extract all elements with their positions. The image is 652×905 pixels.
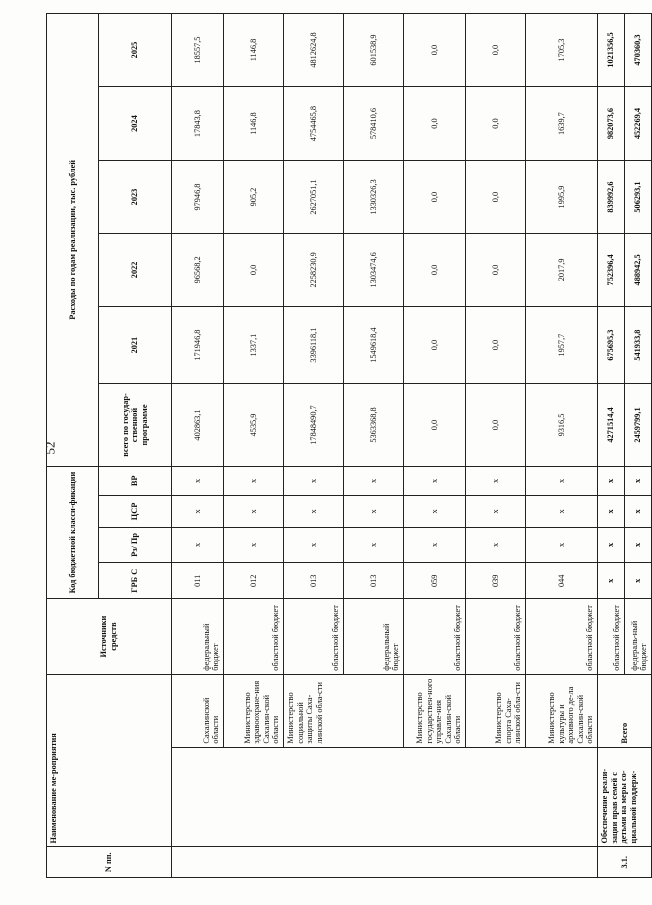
total-cell: 0,0 (404, 384, 466, 466)
total-cell: 402863,1 (172, 384, 224, 466)
header-budget-code: Код бюджетной класси-фикации (47, 466, 99, 599)
source-cell: областной бюджет (526, 599, 598, 674)
year-2022-cell: 2017,9 (526, 233, 598, 306)
year-2022-cell: 2258230,9 (284, 233, 344, 306)
rotated-table-wrapper (46, 13, 649, 878)
year-2024-cell: 17843,8 (172, 87, 224, 161)
year-2025-cell: 0,0 (466, 14, 526, 87)
vr-cell: x (625, 466, 652, 495)
source-cell: федеральный бюджет (344, 599, 404, 674)
vr-cell: x (172, 466, 224, 495)
rz-cell: x (224, 527, 284, 562)
org-cell: Сахалинской области (172, 674, 224, 747)
total-cell: 4535,9 (224, 384, 284, 466)
csr-cell: x (526, 496, 598, 528)
vr-cell: x (526, 466, 598, 495)
rz-cell: x (466, 527, 526, 562)
year-2022-cell: 0,0 (404, 233, 466, 306)
total-cell: 9316,5 (526, 384, 598, 466)
rz-cell: x (526, 527, 598, 562)
grbs-cell: x (598, 563, 625, 599)
header-year-2021: 2021 (99, 306, 172, 384)
header-row-1 (47, 14, 99, 878)
budget-table (46, 13, 652, 878)
grbs-cell: 013 (284, 563, 344, 599)
year-2022-cell: 488942,5 (625, 233, 652, 306)
header-num: N пп. (47, 847, 172, 878)
table-body (47, 14, 652, 878)
year-2021-cell: 541933,8 (625, 306, 652, 384)
num-cell (172, 847, 598, 878)
year-2023-cell: 839992,6 (598, 161, 625, 234)
csr-cell: x (344, 496, 404, 528)
header-csr: ЦСР (99, 496, 172, 528)
source-cell: областной бюджет (224, 599, 284, 674)
total-cell: 4271514,4 (598, 384, 625, 466)
year-2021-cell: 171946,8 (172, 306, 224, 384)
page-number: 52 (42, 441, 58, 455)
rz-cell: x (598, 527, 625, 562)
year-2023-cell: 0,0 (404, 161, 466, 234)
grbs-cell: 012 (224, 563, 284, 599)
rz-cell: x (284, 527, 344, 562)
org-cell: Министерство здравоохране-ния Сахалин-ской области (224, 674, 284, 747)
year-2022-cell: 1303474,6 (344, 233, 404, 306)
year-2021-cell: 1549618,4 (344, 306, 404, 384)
csr-cell: x (598, 496, 625, 528)
year-2021-cell: 675695,3 (598, 306, 625, 384)
vr-cell: x (404, 466, 466, 495)
grbs-cell: 013 (344, 563, 404, 599)
year-2024-cell: 0,0 (466, 87, 526, 161)
grbs-cell: 044 (526, 563, 598, 599)
source-cell: областной бюджет (598, 599, 625, 674)
year-2025-cell: 0,0 (404, 14, 466, 87)
year-2024-cell: 4754465,8 (284, 87, 344, 161)
year-2022-cell: 96568,2 (172, 233, 224, 306)
csr-cell: x (284, 496, 344, 528)
header-expenses: Расходы по годам реализации, тыс. рублей (47, 14, 99, 467)
year-2022-cell: 0,0 (466, 233, 526, 306)
org-cell: Министерство спорта Саха-линской обла-сти (466, 674, 526, 747)
csr-cell: x (625, 496, 652, 528)
total-cell: 2459799,1 (625, 384, 652, 466)
grbs-cell: x (625, 563, 652, 599)
year-2023-cell: 1995,9 (526, 161, 598, 234)
csr-cell: x (172, 496, 224, 528)
org-cell: Министерство государствен-ного управле-ния Сахалин-ской области (404, 674, 466, 747)
source-cell: федераль-ный бюджет (625, 599, 652, 674)
year-2021-cell: 0,0 (404, 306, 466, 384)
total-label: Всего (598, 674, 652, 747)
year-2025-cell: 1146,8 (224, 14, 284, 87)
year-2024-cell: 452269,4 (625, 87, 652, 161)
csr-cell: x (466, 496, 526, 528)
header-vr: ВР (99, 466, 172, 495)
year-2022-cell: 752396,4 (598, 233, 625, 306)
rz-cell: x (344, 527, 404, 562)
header-year-2024: 2024 (99, 87, 172, 161)
year-2023-cell: 905,2 (224, 161, 284, 234)
grbs-cell: 039 (466, 563, 526, 599)
total-cell: 17848490,7 (284, 384, 344, 466)
year-2021-cell: 1957,7 (526, 306, 598, 384)
header-year-2025: 2025 (99, 14, 172, 87)
source-cell: областной бюджет (404, 599, 466, 674)
header-rzpr: Рз/ Пр (99, 527, 172, 562)
csr-cell: x (224, 496, 284, 528)
grbs-cell: 059 (404, 563, 466, 599)
source-cell: федеральный бюджет (172, 599, 224, 674)
year-2023-cell: 2627051,1 (284, 161, 344, 234)
section-name: Обеспечение реали-зации прав семей с детьми на меры со-циальной поддерж- (598, 747, 652, 847)
year-2025-cell: 470360,3 (625, 14, 652, 87)
total-row (598, 14, 625, 878)
header-sources: Источники средств (47, 599, 172, 674)
year-2023-cell: 1330326,3 (344, 161, 404, 234)
vr-cell: x (284, 466, 344, 495)
source-cell: областной бюджет (284, 599, 344, 674)
header-total: всего по государ-ственной программе (99, 384, 172, 466)
year-2024-cell: 578410,6 (344, 87, 404, 161)
year-2025-cell: 1021356,5 (598, 14, 625, 87)
rz-cell: x (172, 527, 224, 562)
table-row (172, 14, 224, 878)
section-number: 3.1. (598, 847, 652, 878)
year-2025-cell: 1705,3 (526, 14, 598, 87)
org-cell: Министерство культуры и архивного де-ла Сахалин-ской области (526, 674, 598, 747)
rz-cell: x (625, 527, 652, 562)
vr-cell: x (598, 466, 625, 495)
header-year-2023: 2023 (99, 161, 172, 234)
year-2025-cell: 4812624,8 (284, 14, 344, 87)
year-2021-cell: 3396118,1 (284, 306, 344, 384)
year-2021-cell: 0,0 (466, 306, 526, 384)
year-2021-cell: 1337,1 (224, 306, 284, 384)
header-year-2022: 2022 (99, 233, 172, 306)
year-2024-cell: 982073,6 (598, 87, 625, 161)
org-cell: Министерство социальной защиты Саха-линской обла-сти (284, 674, 404, 747)
rz-cell: x (404, 527, 466, 562)
total-cell: 0,0 (466, 384, 526, 466)
year-2022-cell: 0,0 (224, 233, 284, 306)
header-grbs: ГРБ С (99, 563, 172, 599)
vr-cell: x (224, 466, 284, 495)
year-2024-cell: 0,0 (404, 87, 466, 161)
year-2023-cell: 506293,1 (625, 161, 652, 234)
vr-cell: x (466, 466, 526, 495)
source-cell: областной бюджет (466, 599, 526, 674)
csr-cell: x (404, 496, 466, 528)
grbs-cell: 011 (172, 563, 224, 599)
year-2023-cell: 0,0 (466, 161, 526, 234)
year-2023-cell: 97946,8 (172, 161, 224, 234)
header-name: Наименование ме-роприятия (47, 674, 172, 847)
name-cell (172, 747, 598, 847)
vr-cell: x (344, 466, 404, 495)
year-2025-cell: 601538,9 (344, 14, 404, 87)
year-2024-cell: 1146,8 (224, 87, 284, 161)
year-2025-cell: 18557,5 (172, 14, 224, 87)
year-2024-cell: 1639,7 (526, 87, 598, 161)
total-cell: 5363368,8 (344, 384, 404, 466)
